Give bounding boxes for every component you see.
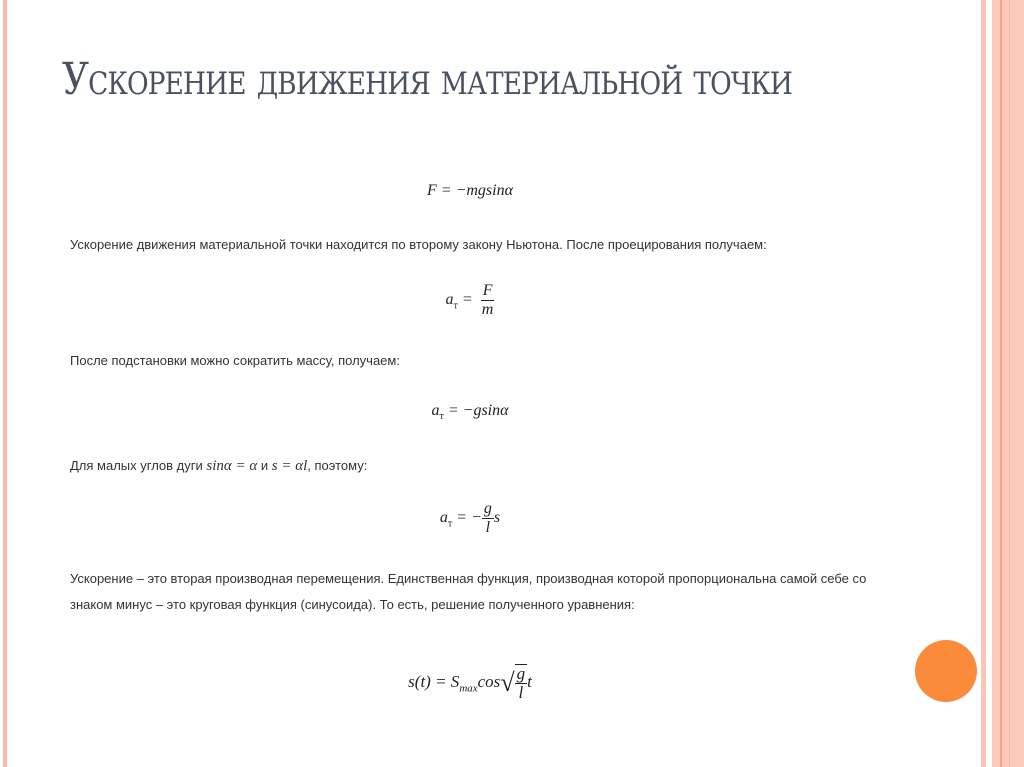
f4-sub: т	[447, 518, 453, 530]
p3-text-b: и	[257, 458, 272, 473]
paragraph-substitution: После подстановки можно сократить массу, получаем:	[70, 353, 400, 368]
f5-tail: t	[527, 671, 532, 691]
f4-eq: = −	[452, 509, 482, 527]
f2-sub: т	[453, 300, 458, 312]
f3-sub: т	[439, 411, 444, 423]
formula-force: F = −mgsinα	[427, 182, 513, 199]
f5-lhs: s(t) = S	[408, 671, 460, 691]
p3-math-1: sinα = α	[206, 458, 258, 474]
formula-acceleration-f-m	[0, 282, 940, 319]
p3-math-2: s = αl	[271, 458, 308, 474]
slide-title: Ускорение движения материальной точки	[62, 54, 793, 105]
paragraph-newton: Ускорение движения материальной точки находится по второму закону Ньютона. После проецирования получаем:	[70, 237, 767, 252]
f4-lhs: a	[439, 509, 448, 527]
right-border-band	[992, 0, 1024, 767]
paragraph-solution: Ускорение – это вторая производная перемещения. Единственная функция, производная которой пропорциональна самой себе со знаком минус – это круговая функция (синусоида). То есть, решение полученного уравнения:	[70, 571, 867, 612]
f5-num: g	[516, 664, 526, 683]
p3-text-a: Для малых углов дуги	[70, 458, 207, 473]
right-border-line-2	[1009, 0, 1010, 767]
f4-num: g	[483, 500, 492, 517]
f5-cos: cos	[477, 671, 501, 691]
right-border-line	[1000, 0, 1002, 767]
decorative-orange-circle	[915, 640, 977, 702]
f4-den: l	[485, 519, 491, 536]
f5-den: l	[518, 683, 524, 702]
f2-eq: =	[457, 291, 477, 309]
formula-solution	[0, 664, 940, 702]
sqrt-icon: √	[500, 668, 515, 697]
f3-rhs: = −gsinα	[443, 402, 509, 419]
p3-text-c: , поэтому:	[307, 458, 368, 473]
paragraph-small-angles	[70, 453, 890, 479]
f2-den: m	[481, 301, 494, 318]
formula-acceleration-gsin	[0, 402, 940, 422]
right-border-stripe	[981, 0, 986, 767]
f3-lhs: a	[431, 402, 440, 419]
left-border-stripe	[3, 0, 7, 767]
f5-sub: max	[459, 682, 478, 695]
f2-num: F	[482, 282, 493, 299]
f2-lhs: a	[445, 291, 454, 309]
f4-tail: s	[493, 509, 501, 527]
formula-acceleration-gls	[0, 500, 940, 537]
